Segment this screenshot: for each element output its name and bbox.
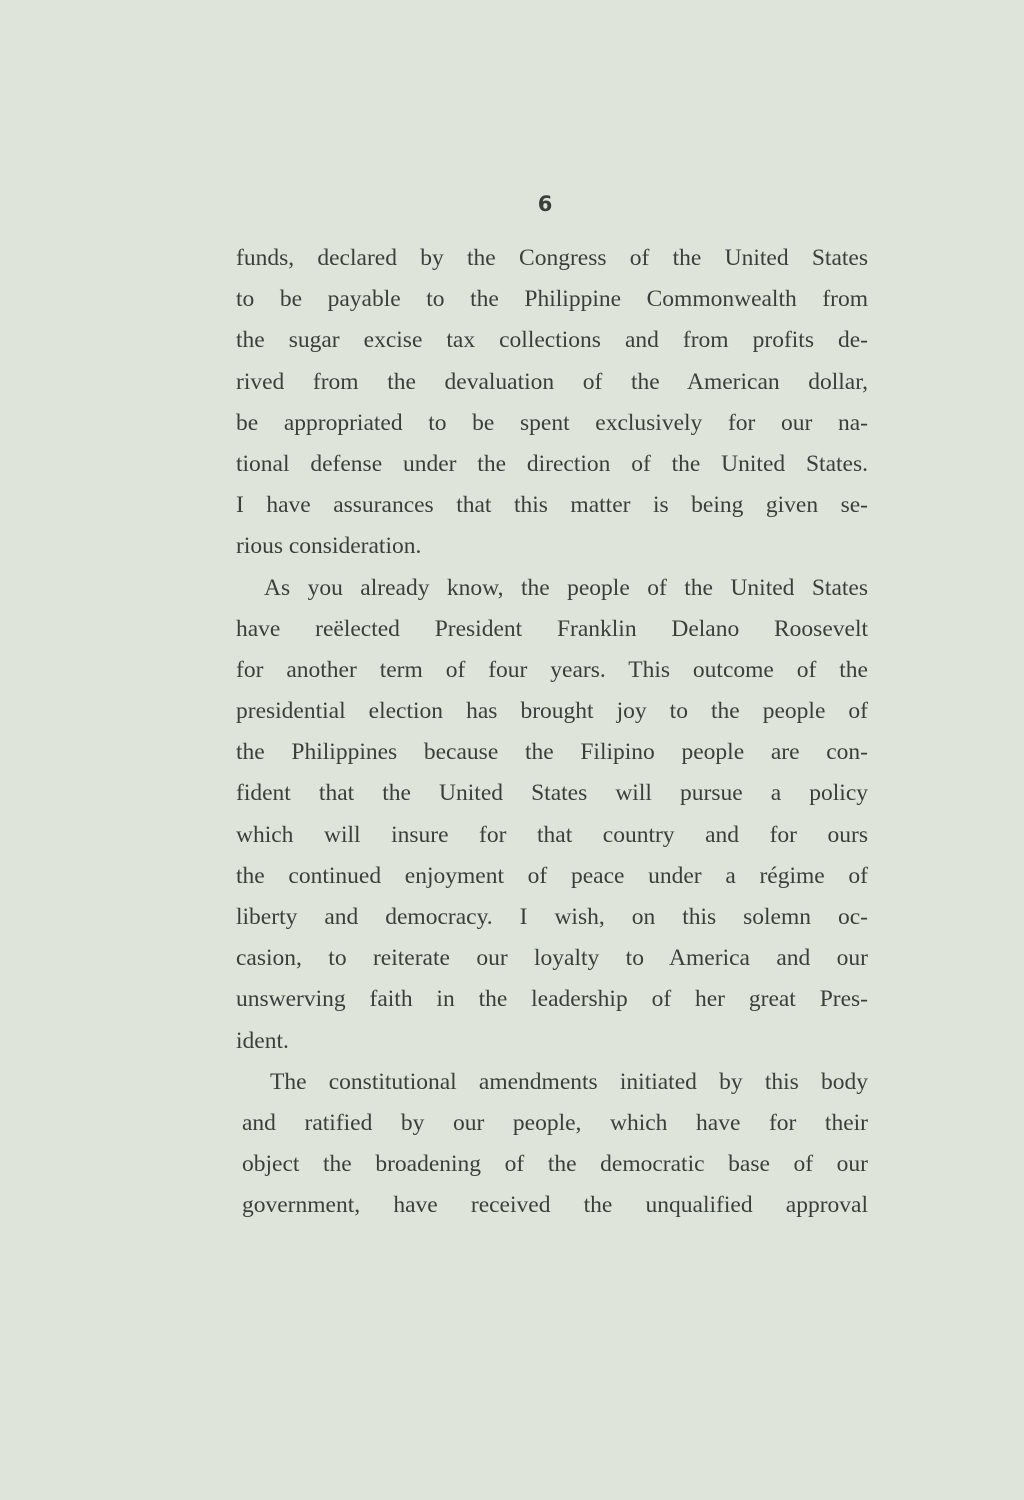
text-line: ident. — [236, 1027, 289, 1054]
body-text — [236, 238, 868, 1227]
text-line: liberty and democracy. I wish, on this solemn oc- — [236, 904, 868, 930]
text-line: to be payable to the Philippine Commonwealth from — [236, 286, 868, 313]
text-line: The constitutional amendments initiated by this body — [270, 1068, 868, 1095]
paragraph — [236, 568, 868, 1062]
text-line: tional defense under the direction of the United States. — [236, 450, 868, 477]
text-line: funds, declared by the Congress of the United States — [236, 245, 868, 271]
page-number: 6 — [537, 192, 553, 216]
text-line: casion, to reiterate our loyalty to America and our — [236, 945, 868, 972]
text-line: be appropriated to be spent exclusively for our na- — [236, 409, 868, 436]
text-line: the sugar excise tax collections and from profits de- — [236, 327, 868, 354]
text-line: and ratified by our people, which have for their — [242, 1109, 868, 1136]
text-line: I have assurances that this matter is being given se- — [236, 492, 868, 519]
text-line: presidential election has brought joy to the people of — [236, 698, 868, 725]
text-line: As you already know, the people of the United States — [264, 574, 868, 601]
text-line: the continued enjoyment of peace under a régime of — [236, 862, 868, 889]
text-line: for another term of four years. This outcome of the — [236, 656, 868, 683]
text-line: unswerving faith in the leadership of her great Pres- — [236, 986, 868, 1013]
text-line: government, have received the unqualified approval — [242, 1192, 868, 1219]
text-line: rious consideration. — [236, 533, 422, 560]
text-line: rived from the devaluation of the American dollar, — [236, 368, 868, 395]
text-line: the Philippines because the Filipino people are con- — [236, 739, 868, 766]
text-line: object the broadening of the democratic base of our — [242, 1151, 868, 1178]
paragraph — [236, 1062, 868, 1227]
text-line: have reëlected President Franklin Delano Roosevelt — [236, 615, 868, 642]
text-line: which will insure for that country and for ours — [236, 821, 868, 848]
paragraph — [236, 238, 868, 568]
text-line: fident that the United States will pursue a policy — [236, 780, 868, 807]
